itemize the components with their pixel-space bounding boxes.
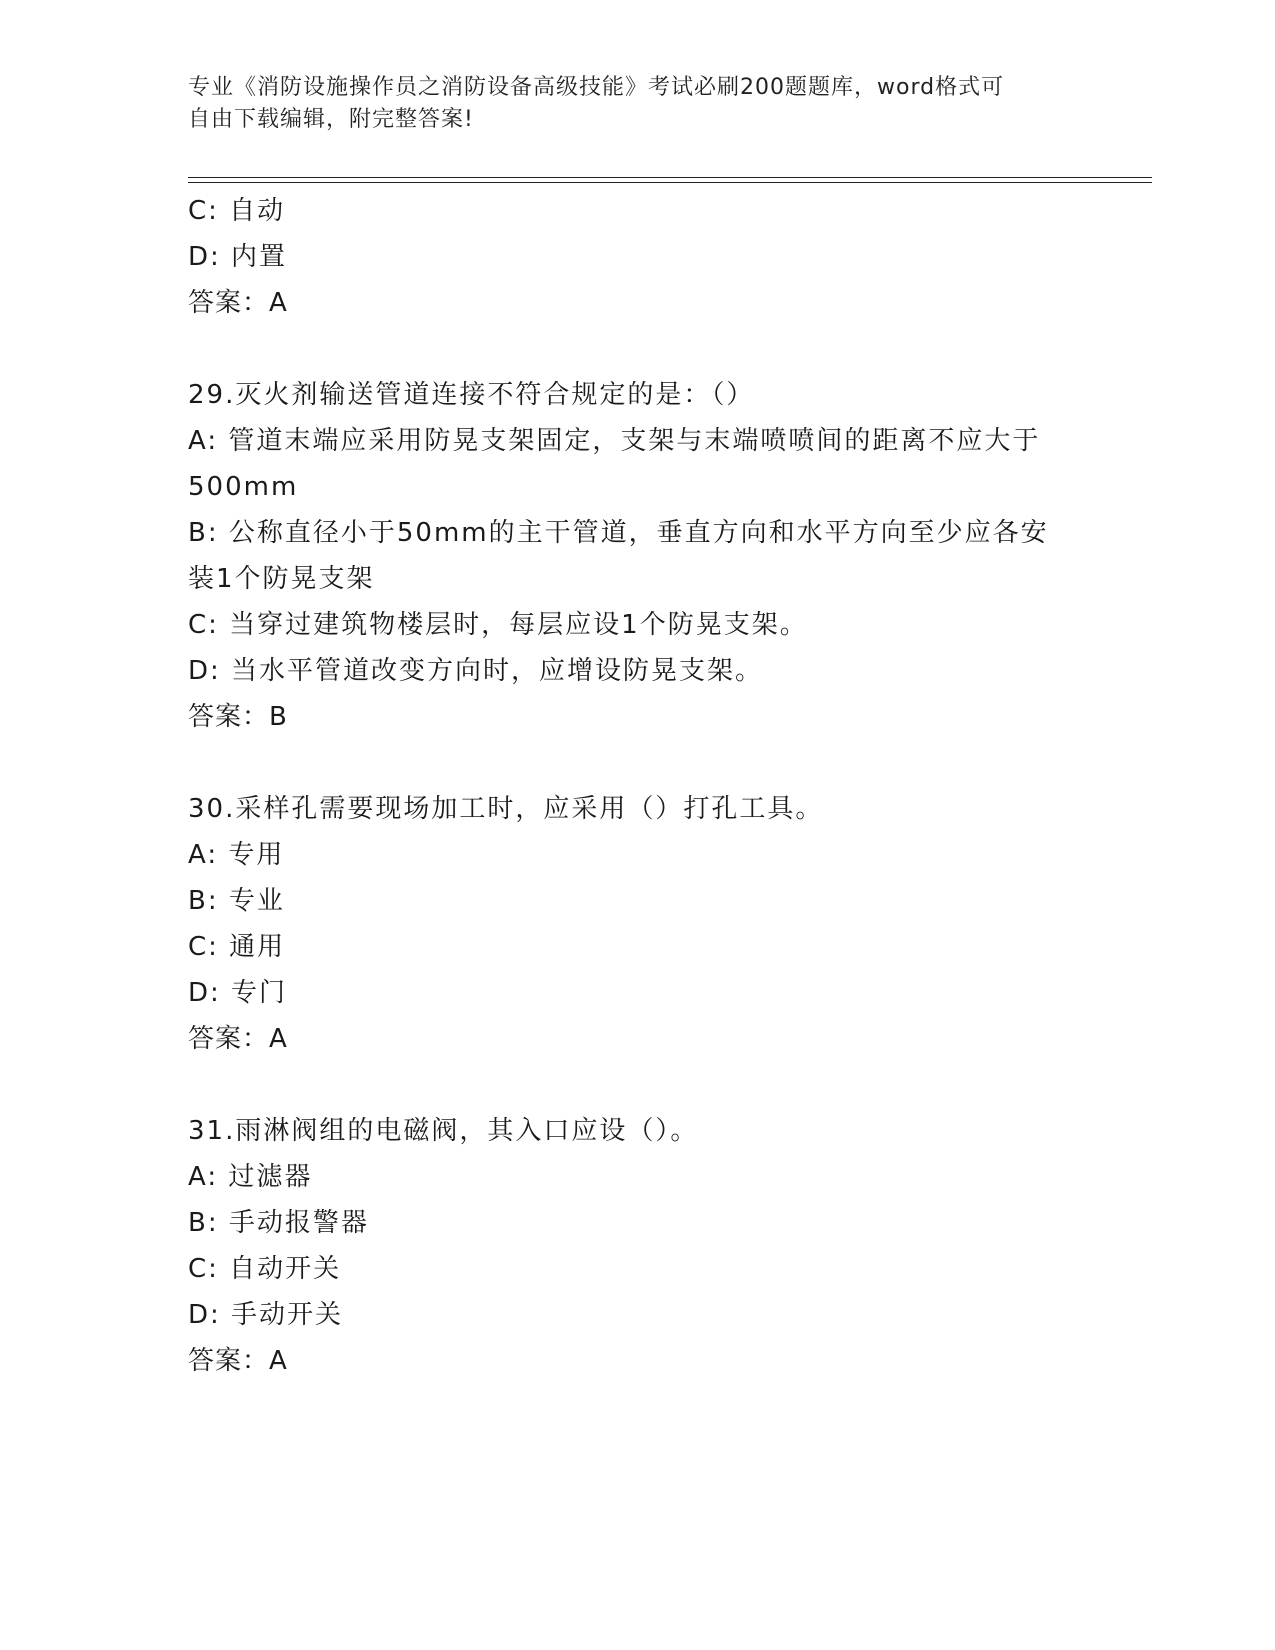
question-stem: 31.雨淋阀组的电磁阀，其入口应设（）。 [188,1116,699,1146]
header-divider-bottom [188,182,1152,183]
question-29 [188,372,1088,740]
option-line: C: 当穿过建筑物楼层时，每层应设1个防晃支架。 [188,610,808,640]
option-line: C: 通用 [188,932,286,962]
answer-line: 答案：A [188,1346,288,1376]
question-stem: 30.采样孔需要现场加工时，应采用（）打孔工具。 [188,794,824,824]
option-line: 500mm [188,472,299,502]
option-line: C: 自动开关 [188,1254,342,1284]
question-list [188,188,1088,1384]
answer-line: 答案：A [188,1024,288,1054]
option-line: D: 内置 [188,242,288,272]
answer-line: 答案：A [188,288,288,318]
option-line: A: 专用 [188,840,285,870]
question-30 [188,786,1088,1062]
option-line: A: 过滤器 [188,1162,313,1192]
option-line: B: 专业 [188,886,285,916]
spacer [188,740,1088,786]
option-line: 装1个防晃支架 [188,564,375,594]
option-line: C: 自动 [188,196,286,226]
option-line: D: 专门 [188,978,288,1008]
option-line: D: 手动开关 [188,1300,344,1330]
question-continuation [188,188,1088,326]
header-line-1: 专业《消防设施操作员之消防设备高级技能》考试必刷200题题库，word格式可 [188,75,1005,100]
spacer [188,1062,1088,1108]
option-line: B: 公称直径小于50mm的主干管道，垂直方向和水平方向至少应各安 [188,518,1049,548]
option-line: D: 当水平管道改变方向时，应增设防晃支架。 [188,656,764,686]
header-line-2: 自由下载编辑，附完整答案! [188,107,474,132]
option-line: A: 管道末端应采用防晃支架固定，支架与末端喷喷间的距离不应大于 [188,426,1041,456]
option-line: B: 手动报警器 [188,1208,369,1238]
document-header [188,72,1078,136]
header-divider-top [188,177,1152,178]
question-31 [188,1108,1088,1384]
question-stem: 29.灭火剂输送管道连接不符合规定的是：（） [188,380,755,410]
spacer [188,326,1088,372]
answer-line: 答案：B [188,702,288,732]
